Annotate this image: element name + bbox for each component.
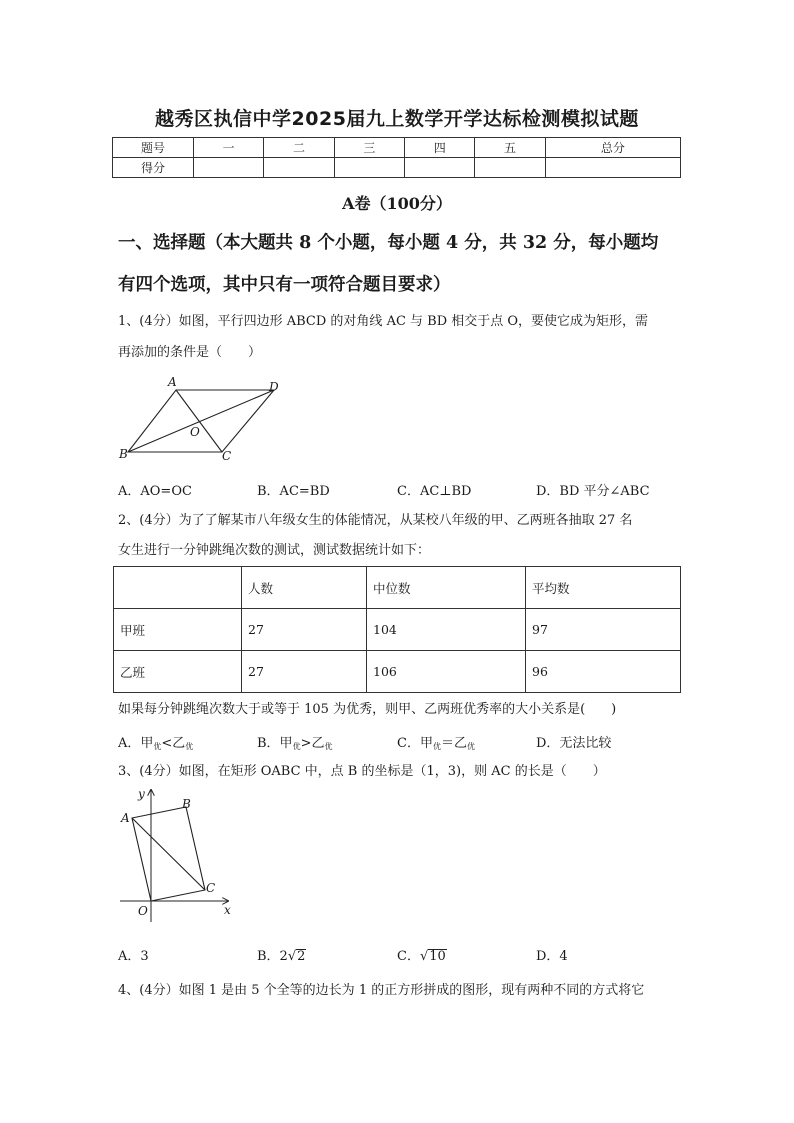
q3-option-d[interactable]: D．4 [536, 949, 568, 964]
q2-table-cell: 106 [367, 651, 526, 693]
q2-option-c[interactable] [397, 732, 475, 752]
score-header-cell: 一 [194, 138, 264, 158]
q2-table-header-cell: 人数 [242, 567, 367, 609]
q1-text-line1: 1、(4分）如图，平行四边形 ABCD 的对角线 AC 与 BD 相交于点 O，要使它成为矩形，需 [118, 314, 649, 329]
q3-option-c-radicand: 10 [429, 949, 446, 964]
point-label-c: C [206, 881, 216, 895]
q2-table-cell: 27 [242, 609, 367, 651]
sqrt-sign: √ [419, 949, 429, 964]
sqrt-sign: √ [287, 949, 297, 964]
point-label-c: C [222, 449, 232, 463]
q2-option-a-sub: 优 [153, 742, 162, 751]
score-header-cell: 五 [475, 138, 545, 158]
q2-option-a-mid: <乙 [161, 736, 186, 751]
q3-option-c[interactable] [397, 945, 447, 964]
q3-option-c-prefix: C． [397, 949, 420, 964]
q2-data-table [113, 566, 681, 693]
part1-heading-line1: 一、选择题（本大题共 8 个小题，每小题 4 分，共 32 分，每小题均 [118, 233, 659, 253]
score-blank-cell [194, 158, 264, 178]
score-table [112, 137, 681, 178]
score-row-label: 得分 [113, 158, 194, 178]
point-label-a: A [168, 375, 177, 389]
q2-table-cell: 乙班 [114, 651, 242, 693]
part1-heading-line2: 有四个选项，其中只有一项符合题目要求） [118, 275, 451, 295]
q2-options [118, 732, 688, 752]
point-label-a: A [121, 811, 130, 825]
q2-option-d[interactable]: D．无法比较 [536, 736, 612, 751]
q2-option-c-mid: ＝乙 [440, 736, 467, 751]
score-header-cell: 题号 [113, 138, 194, 158]
q2-table-cell: 104 [367, 609, 526, 651]
diagonal-ac [176, 390, 222, 452]
q3-option-b-prefix: B．2 [257, 949, 288, 964]
score-header-cell: 三 [334, 138, 404, 158]
q2-option-c-sub: 优 [432, 742, 441, 751]
q2-option-a-sub2: 优 [185, 742, 194, 751]
q1-parallelogram-figure [112, 372, 292, 464]
q2-option-c-prefix: C．甲 [397, 736, 433, 751]
q2-option-a-prefix: A．甲 [118, 736, 154, 751]
exam-title: 越秀区执信中学2025届九上数学开学达标检测模拟试题 [155, 108, 639, 130]
q3-option-b-radicand: 2 [297, 949, 306, 964]
score-header-cell: 二 [264, 138, 334, 158]
diagonal-bd [128, 390, 274, 452]
q2-table-row [114, 609, 681, 651]
score-header-row [113, 138, 681, 158]
score-value-row [113, 158, 681, 178]
q2-text-line2: 女生进行一分钟跳绳次数的测试，测试数据统计如下： [118, 543, 431, 558]
q3-rectangle-figure [112, 784, 242, 924]
q2-option-b-sub: 优 [292, 742, 301, 751]
score-blank-cell [475, 158, 545, 178]
q1-options [118, 480, 688, 500]
axis-label-x: x [224, 903, 231, 917]
q2-table-row [114, 651, 681, 693]
q2-option-c-sub2: 优 [466, 742, 475, 751]
q2-table-header-cell: 中位数 [367, 567, 526, 609]
score-blank-cell [334, 158, 404, 178]
q2-option-b[interactable] [257, 732, 332, 752]
q2-table-header-cell [114, 567, 242, 609]
q2-table-cell: 96 [526, 651, 681, 693]
q3-option-a[interactable]: A．3 [118, 949, 149, 964]
q2-text-line1: 2、(4分）为了了解某市八年级女生的体能情况，从某校八年级的甲、乙两班各抽取 27 名 [118, 513, 633, 528]
section-a-heading: A卷（100分） [342, 194, 452, 213]
q3-options [118, 945, 688, 965]
q1-option-b[interactable]: B．AC=BD [257, 484, 330, 499]
score-blank-cell [545, 158, 680, 178]
score-header-cell: 四 [405, 138, 475, 158]
score-blank-cell [405, 158, 475, 178]
q2-option-a[interactable] [118, 732, 193, 752]
point-label-o: O [138, 904, 148, 918]
q2-table-header-row [114, 567, 681, 609]
q1-option-a[interactable]: A．AO=OC [118, 484, 192, 499]
q2-table-cell: 27 [242, 651, 367, 693]
score-blank-cell [264, 158, 334, 178]
score-header-cell: 总分 [545, 138, 680, 158]
q2-option-b-prefix: B．甲 [257, 736, 293, 751]
q3-option-b[interactable] [257, 945, 306, 964]
segment-ac [132, 818, 205, 890]
q2-table-cell: 甲班 [114, 609, 242, 651]
point-label-b: B [182, 797, 191, 811]
q1-option-c[interactable]: C．AC⊥BD [397, 484, 472, 499]
point-label-b: B [119, 447, 128, 461]
q2-table-cell: 97 [526, 609, 681, 651]
q2-option-b-sub2: 优 [324, 742, 333, 751]
q4-text-line1: 4、(4分）如图 1 是由 5 个全等的边长为 1 的正方形拼成的图形，现有两种不同的方式将它 [118, 983, 645, 998]
point-label-d: D [269, 380, 279, 394]
q3-text-line1: 3、(4分）如图，在矩形 OABC 中，点 B 的坐标是（1，3)，则 AC 的长是（ ） [118, 764, 606, 779]
point-label-o: O [190, 425, 200, 439]
q1-option-d[interactable]: D．BD 平分∠ABC [536, 484, 650, 499]
q2-table-header-cell: 平均数 [526, 567, 681, 609]
q2-after-table-text: 如果每分钟跳绳次数大于或等于 105 为优秀，则甲、乙两班优秀率的大小关系是( ) [118, 702, 617, 717]
q1-text-line2: 再添加的条件是（ ） [118, 345, 262, 360]
q2-option-b-mid: >乙 [300, 736, 325, 751]
axis-label-y: y [138, 787, 145, 801]
